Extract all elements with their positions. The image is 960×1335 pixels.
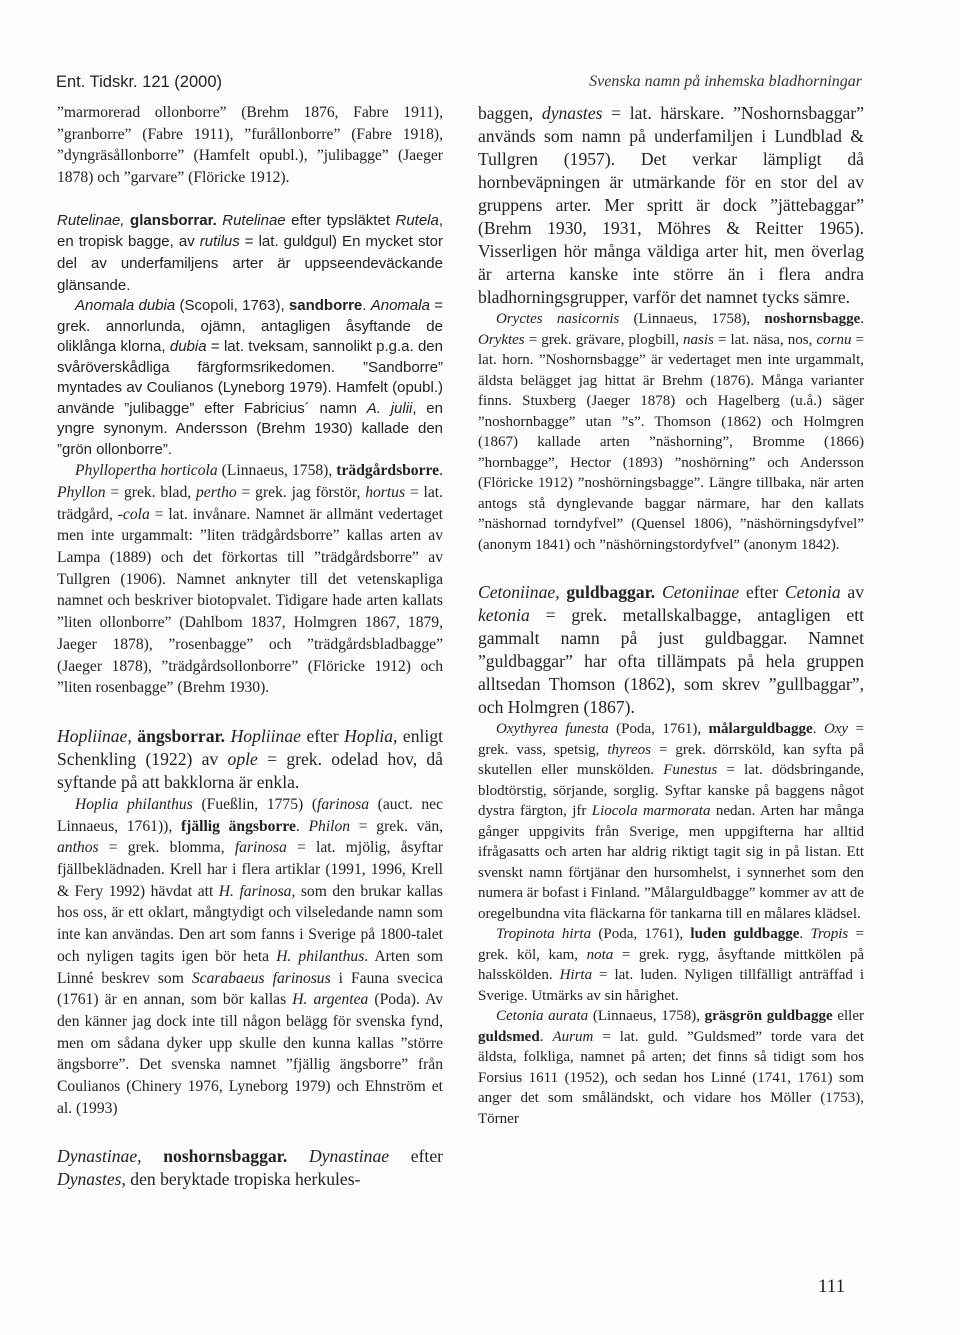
text: = grek. köl, kam,	[478, 926, 864, 963]
taxon-name: rutilus	[199, 233, 240, 251]
taxon-name: Funestus	[663, 762, 718, 778]
taxon-name: ople	[227, 748, 258, 769]
text: (Poda, 1761),	[591, 926, 691, 942]
species-oxythyrea	[478, 719, 864, 924]
species-cetonia-aurata	[478, 1006, 864, 1129]
taxon-name: cornu	[816, 331, 852, 348]
section-heading-taxon: Dynastinae,	[57, 1146, 142, 1167]
species-common-name: sandborre	[288, 297, 363, 315]
text: (Poda, 1761),	[608, 721, 709, 737]
species-common-name: trädgårdsborre	[336, 462, 440, 480]
text: , en yngre synonym. Andersson (Brehm 1930) kallade den ”grön ollonborre”.	[57, 399, 443, 458]
taxon-name: nasis	[683, 331, 714, 348]
taxon-name: Scarabaeus farinosus	[191, 969, 331, 987]
text: (auct. nec Linnaeus, 1761)),	[57, 795, 444, 835]
text: = grek. blad,	[105, 483, 196, 501]
taxon-name: Rutelinae	[222, 211, 286, 229]
taxon-name: ketonia	[478, 605, 530, 625]
taxon-name: pertho	[196, 483, 237, 501]
taxon-name: Philon	[308, 817, 351, 835]
left-column	[57, 102, 443, 1191]
text: eller	[832, 1008, 864, 1024]
taxon-name: Dynastes	[57, 1169, 122, 1190]
text: = grek. jag förstör,	[236, 483, 366, 501]
text: = grek. rygg, åsyftande mittkölen på halsskölden.	[478, 946, 864, 983]
species-anomala: Anomala dubia (Scopoli, 1763), sandborre. Anomala = grek. annorlunda, ojämn, antagligen åsyftande de oliklånga klorna, dubia = lat. tveksam, sannolikt p.g.a. den svåröverskådliga färgformsrikedomen. ”Sandborre” myntades av Coulianos (Lyneborg 1979). Hamfelt (opubl.) använde ”julibagge” efter Fabricius´ namn A. julii, en yngre synonym. Andersson (Brehm 1930) kallade den ”grön ollonborre”.	[57, 297, 443, 458]
species-common-name: fjällig ängsborre	[180, 817, 296, 835]
species-name: Phyllopertha horticola	[75, 462, 218, 480]
species-name: Anomala dubia	[75, 297, 176, 315]
text: = grek. vän,	[350, 817, 444, 835]
text: = lat. horn. ”Noshornsbagge” är vedertaget men inte urgammalt, äldsta belägget jag hittat är Brehm (1876). Många varianter finns. Stuxberg (Jaeger 1878) och Hagelberg (u.å.) säger ”noshornbagge” utan ”s”. Thomson (1862) och Holmgren (1867) kallade arten ”näshorning”, Bromme (1866) ”hornbagge”, Hector (1893) ”noshörning” och Andersson (Flöricke 1912) ”noshörningsbagge”. Längre tillbaka, när arten antogs stå dynglevande baggar närmare, har den kallats ”näshornad torndyfvel” (Quensel 1806), ”näshörningsdyfvel” (anonym 1841) och ”näshörningstordyfvel” (anonym 1842).	[478, 331, 864, 553]
taxon-name: Oxy	[823, 721, 849, 737]
taxon-name: Tropis	[810, 926, 849, 942]
text: = lat. tveksam, sannolikt p.g.a. den svåröverskådliga färgformsrikedomen. ”Sandborre” myntades av Coulianos (Lyneborg 1979). Hamfelt (opubl.) använde ”julibagge” efter Fabricius´ namn	[57, 338, 443, 417]
section-cetoniinae	[478, 581, 864, 719]
taxon-name: Liocola marmorata	[591, 803, 711, 819]
taxon-name: nota	[586, 946, 614, 963]
text: = lat. luden. Nyligen tillfälligt anträffad i Sverige. Utmärks av sin hårighet.	[478, 967, 865, 1004]
species-phyllopertha: Phyllopertha horticola (Linnaeus, 1758), trädgårdsborre. Phyllon = grek. blad, pertho = grek. jag förstör, hortus = lat. trädgård, -cola = lat. invånare. Namnet är allmänt vedertaget men inte urgammalt: ”liten trädgårdsborre” kallas arten av Lampa (1889) och det förkortas till ”trädgårdsborre” av Tullgren (1906). Namnet anknyter till det vetenskapliga namnet och beskriver biotopvalet. Tidigare hade arten kallats ”liten ollonborre” (Dahlbom 1837, Holmgren 1867, 1879, Jaeger 1878), ”rosenbagge” och ”trädgårdsbladbagge” (Jaeger 1878), ”trädgårdsollonborre” (Flöricke 1912) och ”liten rosenbagge” (Brehm 1930).	[57, 462, 444, 697]
text: baggen,	[478, 103, 542, 123]
running-header-journal: Ent. Tidskr. 121 (2000)	[56, 73, 223, 91]
taxon-name: farinosa	[317, 795, 370, 813]
taxon-name: -cola	[117, 505, 150, 523]
text: , en tropisk bagge, av	[57, 211, 444, 251]
text: .	[860, 311, 864, 327]
text: = grek. odelad hov, då syftande på att bakklorna är enkla.	[57, 748, 443, 792]
section-heading-common: noshornsbaggar.	[163, 1146, 288, 1167]
paragraph-melolontha-names: ”marmorerad ollonborre” (Brehm 1876, Fabre 1911), ”granborre” (Fabre 1911), ”furållonborre” (Fabre 1918), ”dyngräsållonborre” (Hamfelt opubl.), ”julibagge” (Jaeger 1878) och ”garvare” (Flöricke 1912).	[57, 104, 443, 187]
text: (Linnaeus, 1758),	[619, 311, 765, 327]
text: efter	[300, 725, 345, 746]
text: = grek. vass, spetsig,	[478, 721, 865, 758]
taxon-name: H. philanthus	[276, 947, 365, 965]
section-heading-taxon: Cetoniinae,	[478, 582, 560, 602]
text: = lat. mjölig, åsyftar fjällbeklädnaden. Krell har i flera artiklar (1991, 1996, Krell & Fery 1992) hävdat att	[57, 839, 444, 900]
text: .	[812, 721, 824, 737]
section-heading-taxon: Rutelinae,	[57, 211, 125, 229]
species-common-name: noshornsbagge	[764, 311, 861, 327]
taxon-name: A. julii	[366, 399, 413, 417]
taxon-name: dubia	[169, 338, 207, 356]
text: .	[539, 1028, 553, 1045]
taxon-name: hortus	[365, 483, 406, 501]
running-header-title: Svenska namn på inhemska bladhorningar	[589, 73, 862, 90]
section-hopliinae	[57, 725, 443, 794]
section-heading-common: ängsborrar.	[137, 725, 226, 746]
section-dynastinae	[57, 1145, 443, 1191]
text: = grek. annorlunda, ojämn, antagligen åsyftande de oliklånga klorna,	[57, 297, 443, 356]
text: = grek. blomma,	[98, 839, 235, 857]
species-common-name: guldsmed	[478, 1028, 540, 1045]
text: (Linnaeus, 1758),	[217, 462, 337, 480]
text: i Fauna svecica (1761) är en annan, som bör kallas	[57, 969, 444, 1009]
text: som den brukar kallas hos oss, är ett oklart, mångtydigt och vilseledande namn som inte kan användas. Den art som fanns i Sverige på 1800-talet och nyligen tagits igen bör heta	[57, 882, 443, 965]
taxon-name: Dynastinae	[308, 1146, 390, 1167]
taxon-name: farinosa	[234, 839, 287, 857]
text: , enligt Schenkling (1922) av	[57, 725, 443, 769]
taxon-name: Cetonia	[784, 582, 841, 602]
taxon-name: Hopliinae	[230, 725, 301, 746]
taxon-name: Anomala	[370, 297, 430, 315]
taxon-name: Hirta	[559, 967, 593, 983]
taxon-name: anthos	[57, 839, 99, 857]
taxon-name: thyreos	[607, 741, 651, 758]
taxon-name: Rutela	[395, 211, 439, 229]
text: efter	[389, 1146, 443, 1167]
text: = grek. metallskalbagge, antagligen ett gammalt namn på just guldbaggar. Namnet ”guldbaggar” har ofta tillämpats på hela gruppen alltsedan Thomson (1862), som skrev ”gullbaggar”, och Holmgren (1867).	[478, 605, 864, 717]
text: (Poda). Av den känner jag dock inte till någon belägg för svenska fynd, men om sådana dyker upp skulle den kunna kallas ”större ängsborre”. Det svenska namnet ”fjällig ängsborre” från Coulianos (Chinery 1976, Lyneborg 1979) och Ehnström et al. (1993)	[57, 991, 443, 1117]
section-heading-taxon: Hopliinae,	[57, 725, 132, 746]
text: (Linnaeus, 1758),	[588, 1008, 705, 1024]
species-name: Oxythyrea funesta	[496, 721, 609, 737]
text: (Fueßlin, 1775) (	[192, 795, 318, 813]
text: = lat. trädgård,	[57, 483, 444, 523]
species-common-name: gräsgrön guldbagge	[704, 1008, 833, 1024]
taxon-name: H. argentea	[292, 991, 369, 1009]
text: .	[799, 926, 811, 942]
taxon-name: Hoplia	[344, 725, 394, 746]
text: nedan. Arten har många gånger uppgivits från Sverige, men uppgifterna har alltid ifrågasatts och arten har aldrig riktigt tagit sig in på listan. Ett svenskt namn förtjänar den hursomhelst, i synnerhet som den numera är bofast i Finland. ”Målarguldbagge” kommer av att de oregelbundna vita fläckarna för tankarna till en målares klädsel.	[478, 803, 864, 922]
text: . Arten som Linné beskrev som	[57, 947, 443, 987]
page-number: 111	[818, 1276, 846, 1297]
species-hoplia	[57, 794, 443, 1120]
text: = lat. guldgul) En mycket stor del av underfamiljens arter är uppseendeväckande glänsande.	[57, 233, 443, 294]
taxon-name: Phyllon	[57, 483, 106, 501]
text: = grek. dörrsköld, kan syfta på skutellen eller munskölden.	[478, 741, 864, 778]
text: efter typsläktet	[285, 211, 396, 229]
text: av	[840, 582, 864, 602]
text: = lat. invånare. Namnet är allmänt vedertaget men inte urgammalt: ”liten trädgårdsborre” kallas arten av Lampa (1889) och det förkortas till ”trädgårdsborre” av Tullgren (1906). Namnet anknyter till det vetenskapliga namnet och beskriver biotopvalet. Tidigare hade arten kallats ”liten ollonborre” (Dahlbom 1837, Holmgren 1867, 1879, Jaeger 1878), ”rosenbagge” och ”trädgårdsbladbagge” (Jaeger 1878), ”trädgårdsollonborre” (Flöricke 1912) och ”liten rosenbagge” (Brehm 1930).	[57, 505, 443, 697]
text: = lat. näsa, nos,	[713, 331, 817, 348]
right-column	[478, 102, 864, 1129]
section-rutelinae	[57, 210, 443, 296]
taxon-name: dynastes	[541, 103, 603, 123]
text: = grek. grävare, plogbill,	[524, 331, 684, 348]
species-common-name: målarguldbagge	[708, 721, 813, 737]
text: , den beryktade tropiska herkules-	[121, 1169, 361, 1190]
section-heading-common: glansborrar.	[130, 211, 217, 229]
taxon-name: Oryktes	[478, 331, 525, 348]
text: .	[295, 817, 309, 835]
text: = lat. dödsbringande, blodtörstig, sörjande, sorglig. Syftar kanske på baggens något dystra färgton, jfr	[478, 762, 864, 819]
species-name: Hoplia philanthus	[75, 795, 193, 813]
taxon-name: Aurum	[552, 1028, 594, 1045]
text: = lat. guld. ”Guldsmed” torde vara det äldsta, folkliga, namnet på arten; det finns så tidigt som hos Forsius 1611 (1952), och sedan hos Linné (1741, 1761) som anger det som småländskt, och vidare hos Möller (1753), Törner	[478, 1028, 865, 1127]
text: (Scopoli, 1763),	[175, 297, 289, 315]
species-oryctes	[478, 309, 864, 555]
species-name: Oryctes nasicornis	[496, 311, 620, 327]
species-common-name: luden guldbagge	[690, 926, 800, 942]
taxon-name: H. farinosa,	[218, 882, 296, 900]
paragraph-dynastinae-cont	[478, 102, 864, 309]
species-name: Cetonia aurata	[496, 1008, 589, 1024]
taxon-name: Cetoniinae	[661, 582, 740, 602]
text: = lat. härskare. ”Noshornsbaggar” används som namn på underfamiljen i Lundblad & Tullgren (1957). Det verkar lämpligt då hornbeväpningen är utmärkande för en stor del av gruppens arter. Mer spritt är dock ”jättebaggar” (Brehm 1930, 1931, Möhres & Reitter 1965). Visserligen hör många väldiga arter hit, men överlag är arterna kanske inte större än i flera andra bladhorningsgrupper, varför det namnet tycks sämre.	[478, 103, 864, 307]
species-tropinota	[478, 924, 864, 1006]
species-name: Tropinota hirta	[496, 926, 592, 942]
section-heading-common: guldbaggar.	[566, 582, 656, 602]
text: efter	[739, 582, 785, 602]
